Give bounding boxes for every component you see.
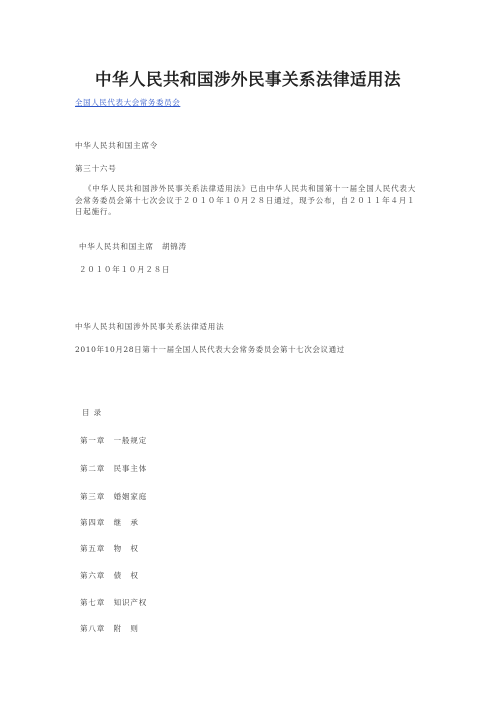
- decree-number: 第三十六号: [75, 164, 117, 173]
- toc-item: 第一章 一般规定: [80, 436, 148, 445]
- toc-item: 第六章 债 权: [80, 571, 139, 580]
- adoption-note: 2010年10月28日第十一届全国人民代表大会常务委员会第十七次会议通过: [75, 345, 345, 354]
- toc-heading: 目 录: [82, 408, 103, 417]
- toc-item: 第八章 附 则: [80, 624, 139, 633]
- document-title: 中华人民共和国涉外民事关系法律适用法: [95, 70, 401, 89]
- toc-item: 第四章 继 承: [80, 518, 139, 527]
- source-link[interactable]: 全国人民代表大会常务委员会: [75, 98, 181, 107]
- signing-date: ２０１０年１０月２８日: [79, 265, 171, 274]
- decree-heading: 中华人民共和国主席令: [75, 141, 158, 150]
- toc-item: 第五章 物 权: [80, 544, 139, 553]
- toc-item: 第二章 民事主体: [80, 464, 148, 473]
- toc-item: 第三章 婚姻家庭: [80, 492, 148, 501]
- decree-body: 《中华人民共和国涉外民事关系法律适用法》已由中华人民共和国第十一届全国人民代表大会常务委员会第十七次会议于２０１０年１０月２８日通过，现予公布，自２０１１年４月１日起施行。: [75, 184, 416, 216]
- toc-item: 第七章 知识产权: [80, 598, 148, 607]
- law-title: 中华人民共和国涉外民事关系法律适用法: [75, 322, 225, 331]
- signatory: 中华人民共和国主席 胡锦涛: [79, 242, 187, 251]
